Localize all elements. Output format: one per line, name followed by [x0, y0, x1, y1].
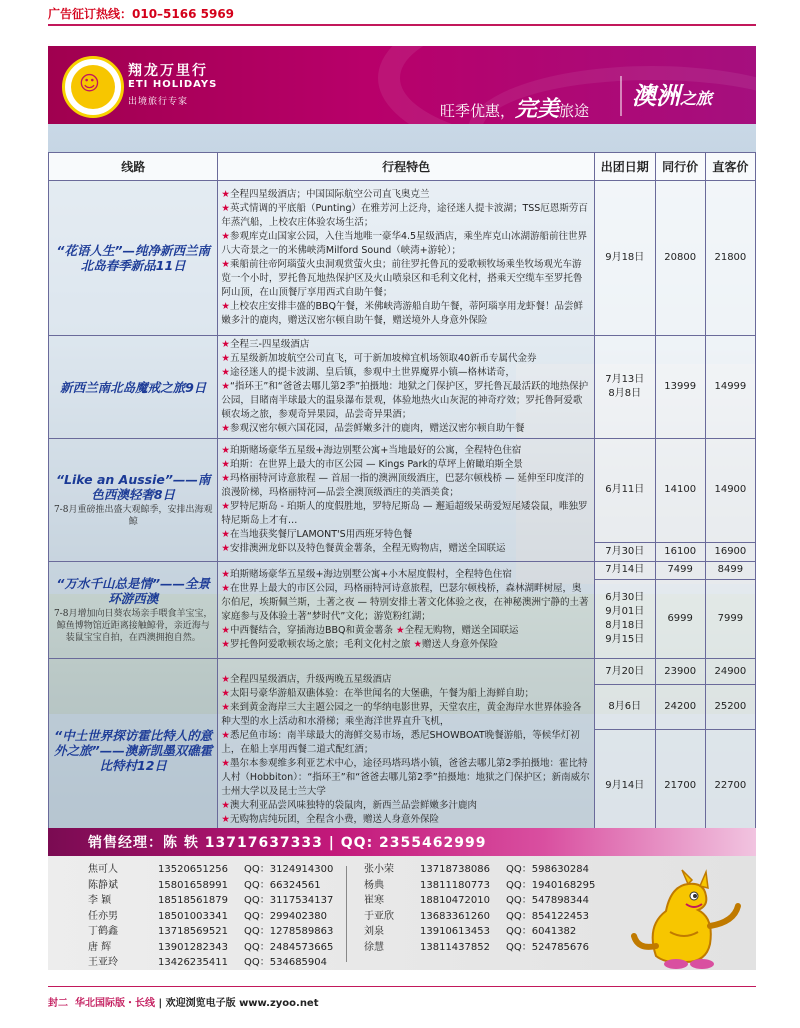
- feature-item: ★参观库克山国家公园，入住当地唯一豪华4.5星级酒店，乘坐库克山冰湖游船前往世界八大奇景之一的米佛峡湾Milford Sound（峡湾+游轮）；: [221, 231, 588, 256]
- route-cell: [49, 659, 218, 842]
- contact-phones-right: [420, 862, 490, 955]
- contact-names-right: [364, 862, 394, 955]
- star-icon: ★: [221, 189, 230, 200]
- list-item: QQ：1278589863: [244, 926, 334, 937]
- slogan: 旺季优惠，完美旅途: [440, 97, 590, 122]
- footer-edition: 华北国际版・长线: [74, 998, 155, 1009]
- brand-name-cn: 翔龙万里行: [128, 63, 208, 79]
- route-cell: [49, 181, 218, 336]
- list-item: QQ：6041382: [506, 926, 577, 937]
- list-item: 任亦男: [88, 910, 118, 922]
- star-icon: ★: [221, 674, 230, 685]
- list-item: 13811437852: [420, 941, 490, 953]
- list-item: 18810472010: [420, 895, 490, 906]
- feature-item: ★玛格丽特河诗意旅程 — 首屈一指的澳洲顶级酒庄，巴瑟尔顿栈桥 — 延伸至印度洋的浪漫阶梯，玛格丽特河—品尝全澳顶级酒庄的美酒美食；: [221, 473, 585, 498]
- footer-website: | 欢迎浏览电子版 www.zyoo.net: [154, 998, 319, 1009]
- header-banner: [48, 46, 756, 124]
- date-cell: 6月11日: [594, 439, 655, 543]
- features-cell: [218, 562, 595, 659]
- feature-item: ★参观汉密尔顿六国花园，品尝鲜嫩多汁的鹿肉，赠送汉密尔顿自助午餐: [221, 423, 525, 434]
- peer-price-cell: 23900: [655, 659, 705, 685]
- tour-table: [48, 152, 756, 842]
- col-header-features: 行程特色: [218, 153, 595, 181]
- star-icon: ★: [221, 367, 230, 378]
- list-item: 13718738086: [420, 864, 490, 875]
- direct-price-cell: 14999: [705, 336, 755, 439]
- star-icon: ★: [221, 445, 230, 456]
- direct-price-cell: 25200: [705, 685, 755, 730]
- col-header-direct-price: 直客价: [705, 153, 755, 181]
- list-item: 张小荣: [364, 864, 394, 875]
- peer-price-cell: 24200: [655, 685, 705, 730]
- route-cell: [49, 562, 218, 659]
- table-row: [49, 439, 756, 543]
- feature-item: ★安排澳洲龙虾以及特色餐黄金薯条，全程无购物店，赠送全国联运: [221, 543, 506, 554]
- feature-item: ★在世界上最大的市区公园，玛格丽特河诗意旅程，巴瑟尔顿栈桥，森林湖畔树屋，奥尔伯尼，埃斯佩兰斯，土著之夜 — 特别安排土著文化体验之夜，在神秘澳洲宁静的土著家庭参与及体验土著“梦时代”文化；游览粉红湖；: [221, 583, 589, 622]
- feature-item: ★全程四星级酒店；中国国际航空公司直飞奥克兰: [221, 189, 430, 200]
- list-item: QQ：547898344: [506, 895, 590, 906]
- list-item: 徐慧: [364, 941, 384, 953]
- feature-item: ★“指环王”和“爸爸去哪儿第2季”拍摄地：地狱之门保护区，罗托鲁瓦最活跃的地热保护公园，目睹南半球最大的温泉瀑布景观，体验地热火山灰泥的神奇疗效；罗托鲁阿爱歌顿农场之旅，参观奇异果园，品尝奇异果酒；: [221, 381, 589, 420]
- contact-names-left: [88, 862, 118, 971]
- star-icon: ★: [221, 800, 230, 811]
- page-title: 澳洲之旅: [620, 76, 752, 116]
- feature-item: ★来到黄金海岸三大主题公园之一的华纳电影世界，天堂农庄，黄金海岸水世界体验各种大型的水上活动和水滑梯；乘坐海洋世界直升飞机，: [221, 702, 582, 727]
- list-item: QQ：2484573665: [244, 941, 334, 953]
- star-icon: ★: [221, 501, 230, 512]
- direct-price-cell: 7999: [705, 579, 755, 658]
- star-icon: ★: [221, 730, 230, 741]
- star-icon: ★: [221, 814, 230, 825]
- route-note: 7-8月增加向日葵农场亲手喂食羊宝宝，鲸鱼博物馆近距离接触鲸骨，亲近海与装鼠宝宝自拍，在西澳拥抱自然。: [53, 609, 213, 643]
- route-note: 7-8月重磅推出盛大观鲸季，安排出海观鲸: [53, 505, 213, 527]
- list-item: 崔寒: [364, 895, 384, 906]
- direct-price-cell: 14900: [705, 439, 755, 543]
- feature-item: ★中西餐结合，穿插海边BBQ和黄金薯条 ★全程无购物，赠送全国联运: [221, 625, 519, 636]
- feature-item: ★途径迷人的提卡波湖、皇后镇，参观中土世界魔界小镇—格林诺奇，: [221, 367, 515, 378]
- list-item: 13811180773: [420, 879, 490, 891]
- contact-qq-left: [244, 862, 333, 971]
- date-cell: 9月14日: [594, 730, 655, 842]
- direct-price-cell: 22700: [705, 730, 755, 842]
- star-icon: ★: [396, 625, 405, 636]
- feature-item: ★太阳号豪华游船双礁体验：在举世闻名的大堡礁，午餐为船上海鲜自助；: [221, 688, 534, 699]
- contact-phones-left: [158, 862, 228, 971]
- star-icon: ★: [221, 301, 230, 312]
- list-item: 焦可人: [88, 864, 118, 875]
- peer-price-cell: 14100: [655, 439, 705, 543]
- list-item: 13901282343: [158, 941, 228, 953]
- footer-page-label: 封二: [48, 998, 68, 1009]
- list-item: 丁鹤鑫: [88, 926, 118, 937]
- list-item: QQ：299402380: [244, 910, 328, 922]
- col-header-peer-price: 同行价: [655, 153, 705, 181]
- star-icon: ★: [221, 381, 230, 392]
- feature-item: ★悉尼鱼市场：南半球最大的海鲜交易市场，悉尼SHOWBOAT晚餐游船，等候华灯初上，在船上享用西餐二道式配红酒；: [221, 730, 580, 755]
- list-item: QQ：3124914300: [244, 864, 334, 875]
- list-item: 王亚玲: [88, 957, 118, 968]
- star-icon: ★: [221, 688, 230, 699]
- list-item: 于亚欣: [364, 910, 394, 922]
- date-cell: 9月18日: [594, 181, 655, 336]
- star-icon: ★: [221, 459, 230, 470]
- list-item: QQ：534685904: [244, 957, 328, 968]
- contact-qq-right: [506, 862, 595, 955]
- list-item: 陈静斌: [88, 879, 118, 891]
- feature-item: ★在当地获奖餐厅LAMONT'S用西班牙特色餐: [221, 529, 413, 540]
- route-name: “花语人生”—纯净新西兰南北岛春季新品11日: [56, 243, 211, 273]
- star-icon: ★: [221, 203, 230, 214]
- route-name: “Like an Aussie”——南色西澳轻奢8日: [55, 472, 211, 502]
- feature-item: ★上校农庄安排丰盛的BBQ午餐，米佛峡湾游船自助午餐，蒂阿瑙享用龙虾餐！品尝鲜嫩多汁的鹿肉，赠送汉密尔顿自助午餐，赠送境外人身意外保险: [221, 301, 583, 326]
- star-icon: ★: [221, 339, 230, 350]
- feature-item: ★珀斯赌场豪华五星级+海边别墅公寓+小木屋度假村，全程特色住宿: [221, 569, 512, 580]
- bottom-divider: [48, 986, 756, 987]
- list-item: 唐 辉: [88, 941, 112, 953]
- list-item: QQ：3117534137: [244, 895, 334, 906]
- route-cell: [49, 439, 218, 562]
- date-cell: 7月20日: [594, 659, 655, 685]
- date-cell: 6月30日 9月01日 8月18日 9月15日: [594, 579, 655, 658]
- sales-manager-contact: 销售经理：陈 轶 13717637333 | QQ: 2355462999: [88, 835, 487, 851]
- sales-manager-bar: [48, 828, 756, 856]
- date-cell: 8月6日: [594, 685, 655, 730]
- star-icon: ★: [221, 702, 230, 713]
- list-item: QQ：598630284: [506, 864, 590, 875]
- table-row: [49, 562, 756, 580]
- list-item: 13910613453: [420, 926, 490, 937]
- direct-price-cell: 21800: [705, 181, 755, 336]
- route-name: “中土世界探访霍比特人的意外之旅”——澳新凯墨双礁霍比特村12日: [54, 727, 213, 773]
- star-icon: ★: [221, 758, 230, 769]
- feature-item: ★墨尔本参观维多利亚艺术中心，途径玛塔玛塔小镇，爸爸去哪儿第2季拍摄地：霍比特人村（Hobbiton）：“指环王”和“爸爸去哪儿第2季”拍摄地：地狱之门保护区；新南威尔士州大学以及昆士兰大学: [221, 758, 590, 797]
- contact-divider: [346, 866, 347, 962]
- direct-price-cell: 16900: [705, 542, 755, 561]
- list-item: 李 颖: [88, 895, 112, 906]
- feature-item: ★全程三-四星级酒店: [221, 339, 310, 350]
- star-icon: ★: [221, 473, 230, 484]
- peer-price-cell: 7499: [655, 562, 705, 580]
- features-cell: [218, 336, 595, 439]
- list-item: 13426235411: [158, 957, 228, 968]
- feature-item: ★澳大利亚品尝风味独特的袋鼠肉，新西兰品尝鲜嫩多汁鹿肉: [221, 800, 477, 811]
- feature-item: ★英式情调的平底船（Punting）在雅芳河上泛舟，途径迷人提卡波湖；TSS厄恩斯劳百年蒸汽船，上校农庄体验农场生活；: [221, 203, 588, 228]
- star-icon: ★: [221, 625, 230, 636]
- feature-item: ★罗托鲁阿爱歌顿农场之旅；毛利文化村之旅 ★赠送人身意外保险: [221, 639, 499, 650]
- date-cell: 7月13日 8月8日: [594, 336, 655, 439]
- route-cell: [49, 336, 218, 439]
- features-cell: [218, 659, 595, 842]
- brand-name-en: ETI HOLIDAYS: [128, 79, 218, 90]
- peer-price-cell: 13999: [655, 336, 705, 439]
- star-icon: ★: [221, 543, 230, 554]
- table-row: [49, 336, 756, 439]
- brand-subtitle: 出境旅行专家: [128, 97, 189, 107]
- kangaroo-mascot-icon: [626, 866, 746, 970]
- table-header-row: [49, 153, 756, 181]
- top-divider: [48, 24, 756, 26]
- star-icon: ★: [221, 639, 230, 650]
- feature-item: ★全程四星级酒店，升级两晚五星级酒店: [221, 674, 392, 685]
- star-icon: ★: [221, 423, 230, 434]
- star-icon: ★: [221, 583, 230, 594]
- feature-item: ★无购物店纯玩团，全程含小费，赠送人身意外保险: [221, 814, 439, 825]
- features-cell: [218, 439, 595, 562]
- col-header-dates: 出团日期: [594, 153, 655, 181]
- route-name: “万水千山总是情”——全景环游西澳: [56, 576, 211, 606]
- list-item: 13718569521: [158, 926, 228, 937]
- peer-price-cell: 6999: [655, 579, 705, 658]
- peer-price-cell: 21700: [655, 730, 705, 842]
- list-item: 杨典: [364, 879, 384, 891]
- peer-price-cell: 16100: [655, 542, 705, 561]
- feature-item: ★乘船前往帝阿瑙萤火虫洞观赏萤火虫；前往罗托鲁瓦的爱歌顿牧场乘坐牧场观光车游览一个小时，罗托鲁瓦地热保护区及火山喷泉区和毛利文化村，搭乘天空缆车至罗托鲁阿山顶，在山顶餐厅享用西式自助午餐；: [221, 259, 583, 298]
- feature-item: ★五星级新加坡航空公司直飞，可于新加坡樟宜机场领取40新币专属代金券: [221, 353, 537, 364]
- date-cell: 7月14日: [594, 562, 655, 580]
- peer-price-cell: 20800: [655, 181, 705, 336]
- table-row: [49, 181, 756, 336]
- features-cell: [218, 181, 595, 336]
- list-item: 18518561879: [158, 895, 228, 906]
- star-icon: ★: [221, 353, 230, 364]
- feature-item: ★罗特尼斯岛 - 珀斯人的度假胜地，罗特尼斯岛 — 邂逅超级呆萌爱短尾矮袋鼠，唯独罗特尼斯岛上才有…: [221, 501, 588, 526]
- star-icon: ★: [221, 529, 230, 540]
- ad-hotline: 广告征订热线：010–5166 5969: [48, 7, 235, 21]
- list-item: 刘泉: [364, 926, 384, 937]
- star-icon: ★: [221, 569, 230, 580]
- list-item: 13683361260: [420, 910, 490, 922]
- route-name: 新西兰南北岛魔戒之旅9日: [60, 379, 207, 395]
- list-item: QQ：66324561: [244, 879, 321, 891]
- direct-price-cell: 8499: [705, 562, 755, 580]
- page-footer: [48, 994, 319, 1009]
- col-header-route: 线路: [49, 153, 218, 181]
- list-item: 18501003341: [158, 910, 228, 922]
- date-cell: 7月30日: [594, 542, 655, 561]
- list-item: QQ：854122453: [506, 910, 590, 922]
- list-item: QQ：1940168295: [506, 879, 596, 891]
- feature-item: ★珀斯赌场豪华五星级+海边别墅公寓+当地最好的公寓，全程特色住宿: [221, 445, 522, 456]
- list-item: QQ：524785676: [506, 941, 590, 953]
- list-item: 15801658991: [158, 879, 228, 891]
- list-item: 13520651256: [158, 864, 228, 875]
- feature-item: ★珀斯：在世界上最大的市区公园 — Kings Park的草坪上俯瞰珀斯全景: [221, 459, 523, 470]
- star-icon: ★: [221, 259, 230, 270]
- star-icon: ★: [221, 231, 230, 242]
- star-icon: ★: [413, 639, 423, 650]
- direct-price-cell: 24900: [705, 659, 755, 685]
- table-row: [49, 659, 756, 685]
- kangaroo-logo-icon: ☺: [62, 56, 124, 118]
